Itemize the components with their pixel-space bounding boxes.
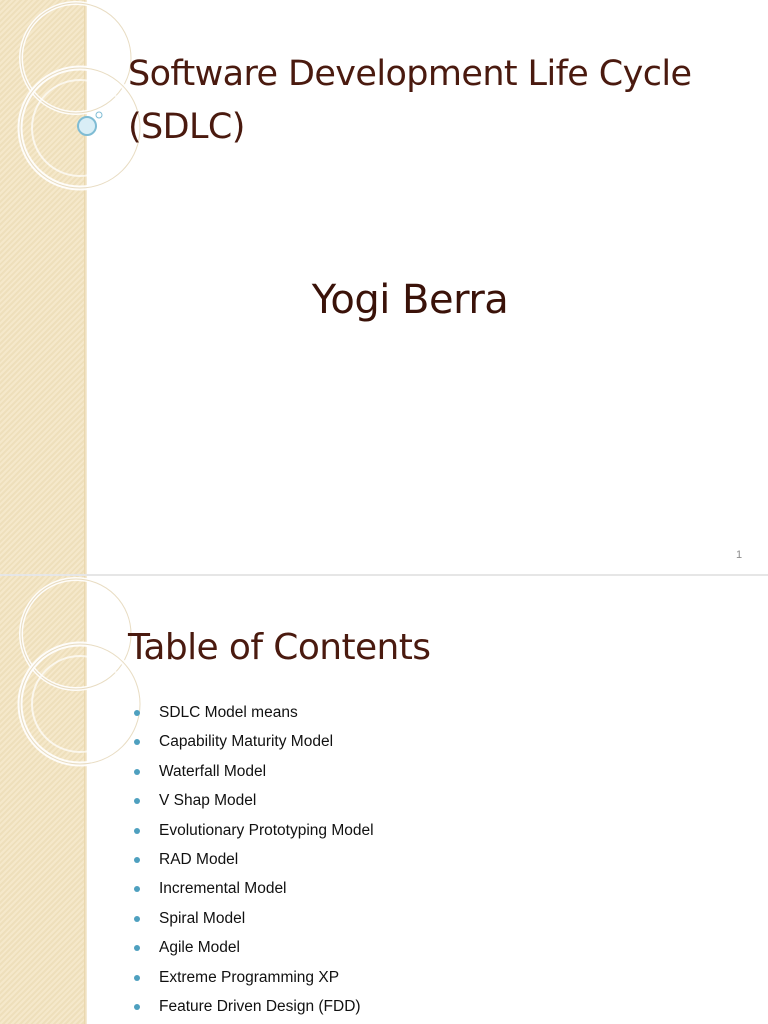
toc-item: [134, 904, 374, 933]
slide-title: Software Development Life Cycle (SDLC): [128, 54, 692, 147]
toc-item: [134, 845, 374, 874]
toc-item: [134, 816, 374, 845]
page-number: 1: [736, 549, 743, 561]
bullet-icon: [134, 916, 140, 922]
bullet-icon: [134, 710, 140, 716]
toc-item-label: Incremental Model: [159, 880, 287, 898]
bullet-icon: [134, 1004, 140, 1010]
toc-item-label: Waterfall Model: [159, 762, 267, 780]
toc-item: [134, 933, 374, 962]
bullet-icon: [134, 769, 140, 775]
toc-item: [134, 992, 374, 1021]
decorative-circles: [0, 576, 130, 816]
toc-item: [134, 757, 374, 786]
toc-item-label: Feature Driven Design (FDD): [159, 997, 361, 1015]
toc-item: [134, 698, 374, 727]
bullet-icon: [134, 857, 140, 863]
toc-item: [134, 786, 374, 815]
toc-item-label: Evolutionary Prototyping Model: [159, 821, 374, 839]
bullet-icon: [134, 886, 140, 892]
toc-list: [134, 698, 374, 1021]
bullet-icon: [134, 945, 140, 951]
toc-item: [134, 963, 374, 992]
decorative-circles: [0, 0, 130, 240]
bullet-icon: [134, 798, 140, 804]
toc-item-label: V Shap Model: [159, 792, 257, 810]
toc-item-label: RAD Model: [159, 850, 239, 868]
bullet-icon: [134, 828, 140, 834]
bullet-icon: [134, 739, 140, 745]
author-name: Yogi Berra: [311, 277, 509, 323]
toc-heading: Table of Contents: [128, 627, 431, 668]
toc-item: [134, 874, 374, 903]
toc-item-label: Spiral Model: [159, 909, 246, 927]
bullet-icon: [134, 975, 140, 981]
toc-item-label: SDLC Model means: [159, 704, 298, 721]
toc-item: [134, 727, 374, 756]
toc-item-label: Extreme Programming XP: [159, 968, 340, 986]
toc-item-label: Agile Model: [159, 939, 240, 957]
toc-item-label: Capability Maturity Model: [159, 733, 334, 751]
